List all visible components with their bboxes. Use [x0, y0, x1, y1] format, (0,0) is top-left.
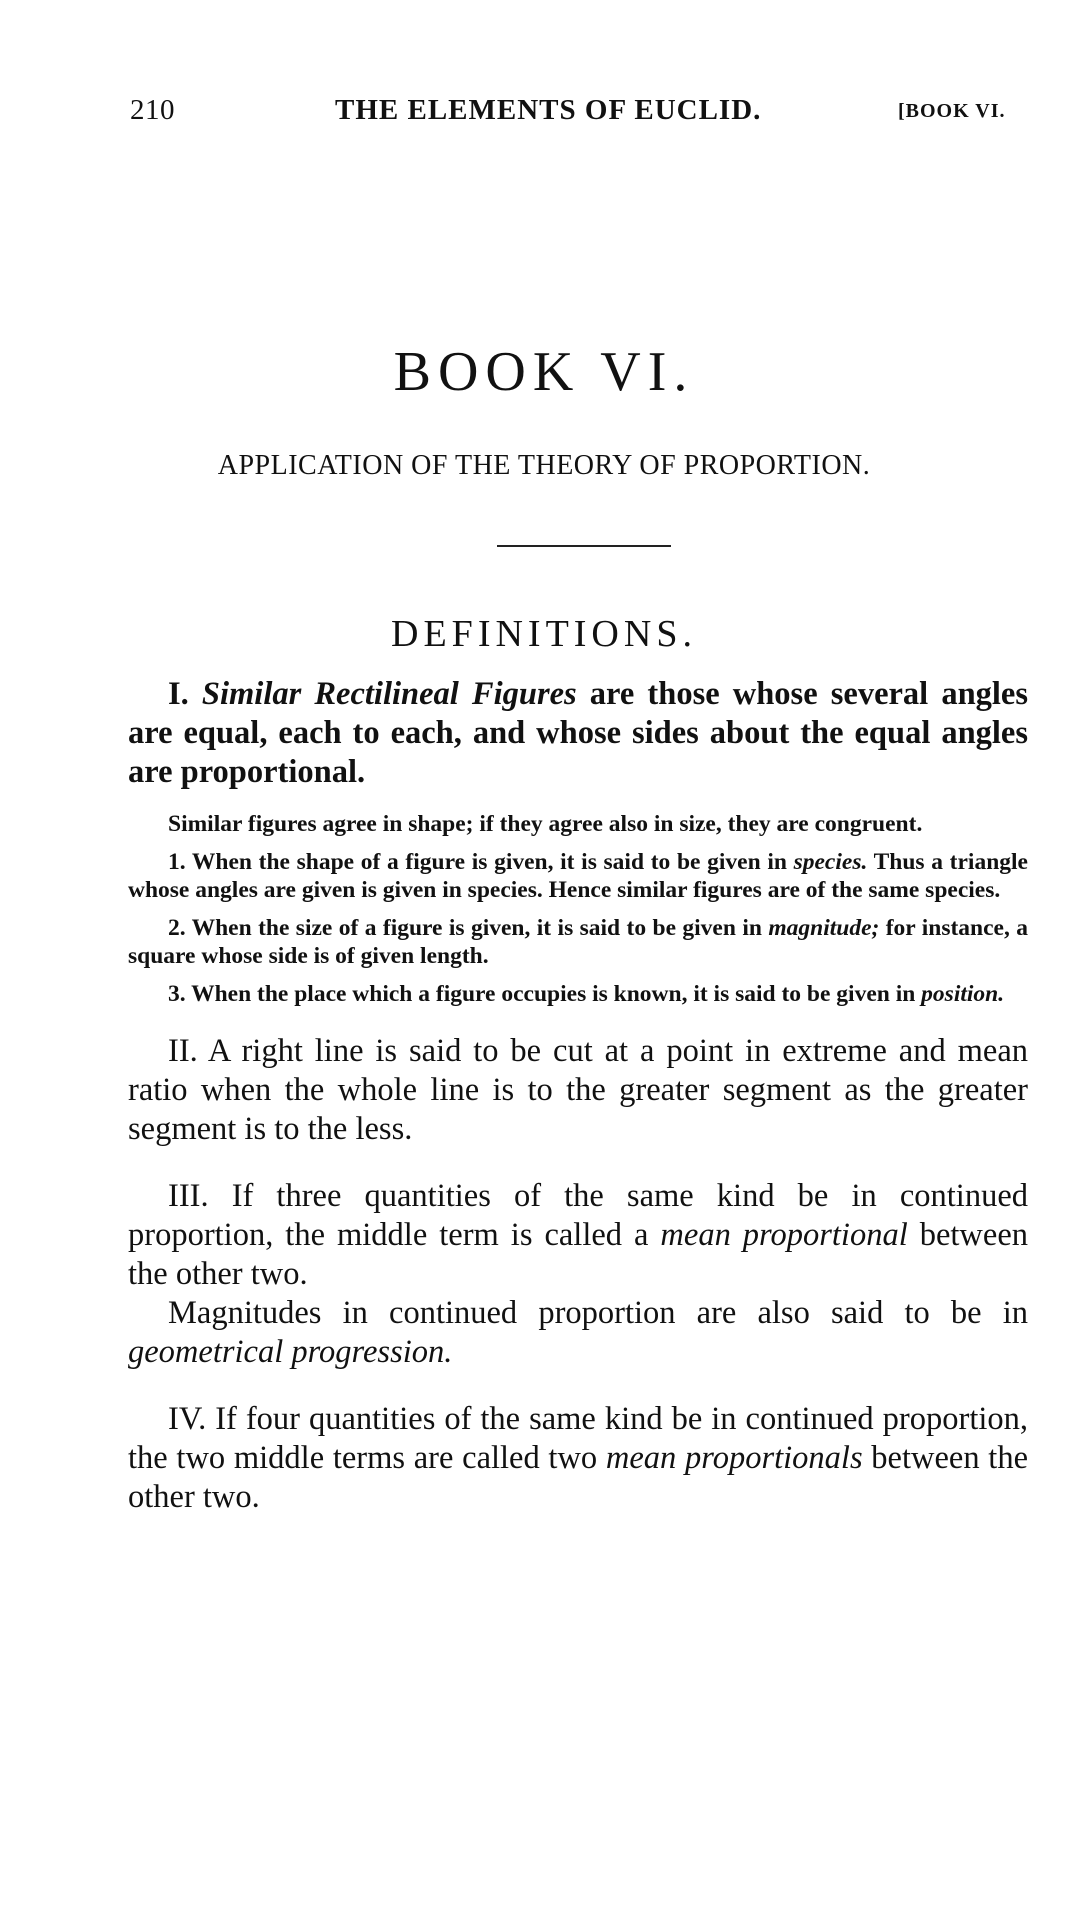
definition-2-numeral: II.	[168, 1033, 198, 1069]
definition-3-note-term: geometrical progression.	[128, 1334, 453, 1370]
note-similar-figures: Similar figures agree in shape; if they agree also in size, they are congruent.	[168, 811, 923, 837]
definition-3	[128, 1177, 1028, 1294]
running-section: [BOOK VI.	[898, 100, 1006, 122]
definition-3-text-after: between the other two.	[128, 1217, 1028, 1292]
definition-1-text: are those whose several angles are equal, each to each, and whose sides about the equal angles are proportional.	[128, 676, 1028, 790]
note-2-term: magnitude;	[768, 915, 880, 941]
definition-4-term: mean proportionals	[605, 1440, 863, 1476]
note-3-prefix: 3. When the place which a figure occupies is known, it is said to be given in	[168, 981, 922, 1007]
note-1-species	[128, 848, 1028, 904]
definitions-heading: DEFINITIONS.	[391, 613, 697, 655]
definition-3-note-text: Magnitudes in continued proportion are also said to be in	[168, 1295, 1028, 1331]
definition-2-text: A right line is said to be cut at a point in extreme and mean ratio when the whole line is to the greater segment as the greater segment is to the less.	[128, 1033, 1028, 1147]
definition-4-numeral: IV.	[168, 1401, 207, 1437]
definition-3-numeral: III.	[168, 1178, 209, 1214]
page-number: 210	[130, 94, 175, 126]
note-2-suffix: for instance, a square whose side is of given length.	[128, 915, 1028, 969]
definitions-body	[128, 675, 1028, 1517]
running-header	[130, 94, 1050, 134]
definition-4	[128, 1400, 1028, 1517]
note-1-suffix: Thus a triangle whose angles are given is given in species. Hence similar figures are of the same species.	[128, 849, 1028, 903]
definition-3-note	[128, 1294, 1028, 1372]
definition-3-term: mean proportional	[660, 1217, 908, 1253]
note-3-position	[128, 980, 1028, 1008]
note-1-prefix: 1. When the shape of a figure is given, it is said to be given in	[168, 849, 794, 875]
note-2-magnitude	[128, 914, 1028, 970]
note-1-term: species.	[793, 849, 868, 875]
definition-3-text-before: If three quantities of the same kind be in continued proportion, the middle term is called a	[128, 1178, 1028, 1253]
running-title: THE ELEMENTS OF EUCLID.	[335, 94, 762, 126]
note-2-prefix: 2. When the size of a figure is given, it is said to be given in	[168, 915, 769, 941]
definition-1-term: Similar Rectilineal Figures	[201, 676, 577, 712]
divider-rule	[497, 545, 671, 547]
definition-2	[128, 1032, 1028, 1149]
definition-1	[128, 675, 1028, 792]
note-3-term: position.	[921, 981, 1005, 1007]
book-title: BOOK VI.	[393, 341, 695, 403]
definition-4-text-before: If four quantities of the same kind be in continued proportion, the two middle terms are called two	[128, 1401, 1028, 1476]
definition-4-text-after: between the other two.	[128, 1440, 1028, 1515]
book-subtitle: APPLICATION OF THE THEORY OF PROPORTION.	[217, 450, 871, 481]
definition-1-numeral: I.	[168, 676, 189, 712]
